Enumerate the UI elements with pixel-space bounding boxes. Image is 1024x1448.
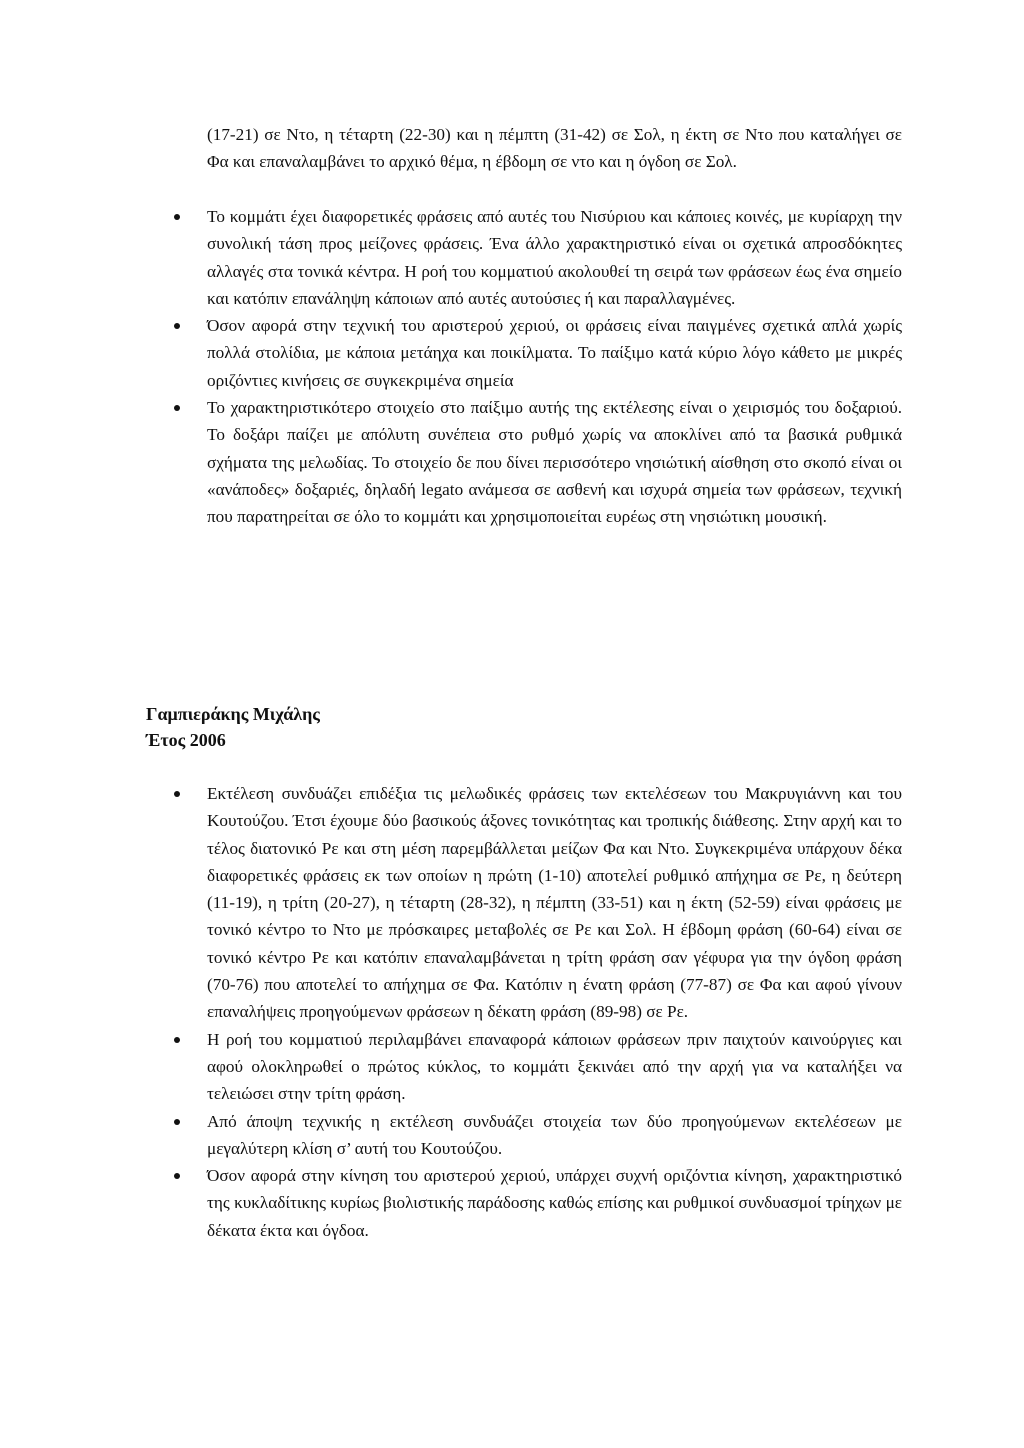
list-item bbox=[207, 780, 902, 1026]
list-item-text: Όσον αφορά στην τεχνική του αριστερού χεριού, οι φράσεις είναι παιγμένες σχετικά απλά χωρίς πολλά στολίδια, με κάποια μετάηχα και ποικίλματα. Το παίξιμο κατά κύριο λόγο κάθετο με μικρές οριζόντιες κινήσεις σε συγκεκριμένα σημεία bbox=[207, 316, 902, 390]
list-item-text: Εκτέλεση συνδυάζει επιδέξια τις μελωδικές φράσεις των εκτελέσεων του Μακρυγιάννη και του Κουτούζου. Έτσι έχουμε δύο βασικούς άξονες τονικότητας και τροπικής διάθεσης. Στην αρχή και το τέλος διατονικό Ρε και στη μέση παρεμβάλλεται μείζων Φα και Ντο. Συγκεκριμένα υπάρχουν δέκα διαφορετικές φράσεις εκ των οποίων η πρώτη (1-10) αποτελεί ρυθμικό απήχημα σε Ρε, η δεύτερη (11-19), η τρίτη (20-27), η τέταρτη (28-32), η πέμπτη (33-51) και η έκτη (52-59) είναι φράσεις με τονικό κέντρο το Ντο με πρόσκαιρες μεταβολές σε Ρε και Σολ. Η έβδομη φράση (60-64) είναι σε τονικό κέντρο Ρε και κατόπιν επαναλαμβάνεται η τρίτη φράση σαν γέφυρα για την όγδοη φράση (70-76) που αποτελεί το απήχημα σε Φα. Κατόπιν η ένατη φράση (77-87) σε Φα και αφού γίνουν επαναλήψεις προηγούμενων φράσεων η δέκατη φράση (89-98) σε Ρε. bbox=[207, 784, 902, 1022]
bullet-dot-icon bbox=[174, 1037, 180, 1043]
list-item-text: Το κομμάτι έχει διαφορετικές φράσεις από αυτές του Νισύριου και κάποιες κοινές, με κυρίαρχη την συνολική τάση προς μείζονες φράσεις. Ένα άλλο χαρακτηριστικό είναι οι σχετικά απροσδόκητες αλλαγές στα τονικά κέντρα. Η ροή του κομματιού ακολουθεί τη σειρά των φράσεων έως ένα σημείο και κατόπιν επανάληψη κάποιων από αυτές αυτούσιες ή και παραλλαγμένες. bbox=[207, 207, 902, 308]
list-item-text: Από άποψη τεχνικής η εκτέλεση συνδυάζει στοιχεία των δύο προηγούμενων εκτελέσεων με μεγαλύτερη κλίση σ’ αυτή του Κουτούζου. bbox=[207, 1111, 902, 1158]
list-item bbox=[207, 394, 902, 530]
list-item-text: Το χαρακτηριστικότερο στοιχείο στο παίξιμο αυτής της εκτέλεσης είναι ο χειρισμός του δοξαριού. Το δοξάρι παίζει με απόλυτη συνέπεια στο ρυθμό χωρίς να αποκλίνει από τα βασικά ρυθμικά σχήματα της μελωδίας. Το στοιχείο δε που δίνει περισσότερο νησιώτική αίσθηση στο σκοπό είναι οι «ανάποδες» δοξαριές, δηλαδή legato ανάμεσα σε ασθενή και ισχυρά σημεία των φράσεων, τεχνική που παρατηρείται σε όλο το κομμάτι και χρησιμοποιείται ευρέως στη νησιώτικη μουσική. bbox=[207, 398, 902, 527]
bullet-dot-icon bbox=[174, 1119, 180, 1125]
list-item-text: Όσον αφορά στην κίνηση του αριστερού χεριού, υπάρχει συχνή οριζόντια κίνηση, χαρακτηριστικό της κυκλαδίτικης κυρίως βιολιστικής παράδοσης καθώς επίσης και ρυθμικοί συνδυασμοί τρίηχων με δέκατα έκτα και όγδοα. bbox=[207, 1166, 902, 1240]
list-item bbox=[207, 1026, 902, 1108]
list-item bbox=[207, 312, 902, 394]
list-item bbox=[207, 1162, 902, 1244]
bullet-dot-icon bbox=[174, 214, 180, 220]
list-item bbox=[207, 203, 902, 312]
bullet-list-section-1 bbox=[207, 203, 902, 531]
list-item bbox=[207, 1108, 902, 1163]
bullet-list-section-2 bbox=[207, 780, 902, 1244]
bullet-dot-icon bbox=[174, 791, 180, 797]
bullet-dot-icon bbox=[174, 405, 180, 411]
bullet-dot-icon bbox=[174, 323, 180, 329]
section-heading-name: Γαμπιεράκης Μιχάλης bbox=[146, 704, 320, 724]
bullet-dot-icon bbox=[174, 1173, 180, 1179]
list-item-text: Η ροή του κομματιού περιλαμβάνει επαναφορά κάποιων φράσεων πριν παιχτούν καινούργιες και αφού ολοκληρωθεί ο πρώτος κύκλος, το κομμάτι ξεκινάει από την αρχή για να καταλήξει να τελειώσει στην τρίτη φράση. bbox=[207, 1029, 902, 1104]
continuation-paragraph: (17-21) σε Ντο, η τέταρτη (22-30) και η πέμπτη (31-42) σε Σολ, η έκτη σε Ντο που καταλήγει σε Φα και επαναλαμβάνει το αρχικό θέμα, η έβδομη σε ντο και η όγδοη σε Σολ. bbox=[207, 125, 902, 172]
section-heading-year: Έτος 2006 bbox=[146, 730, 226, 750]
